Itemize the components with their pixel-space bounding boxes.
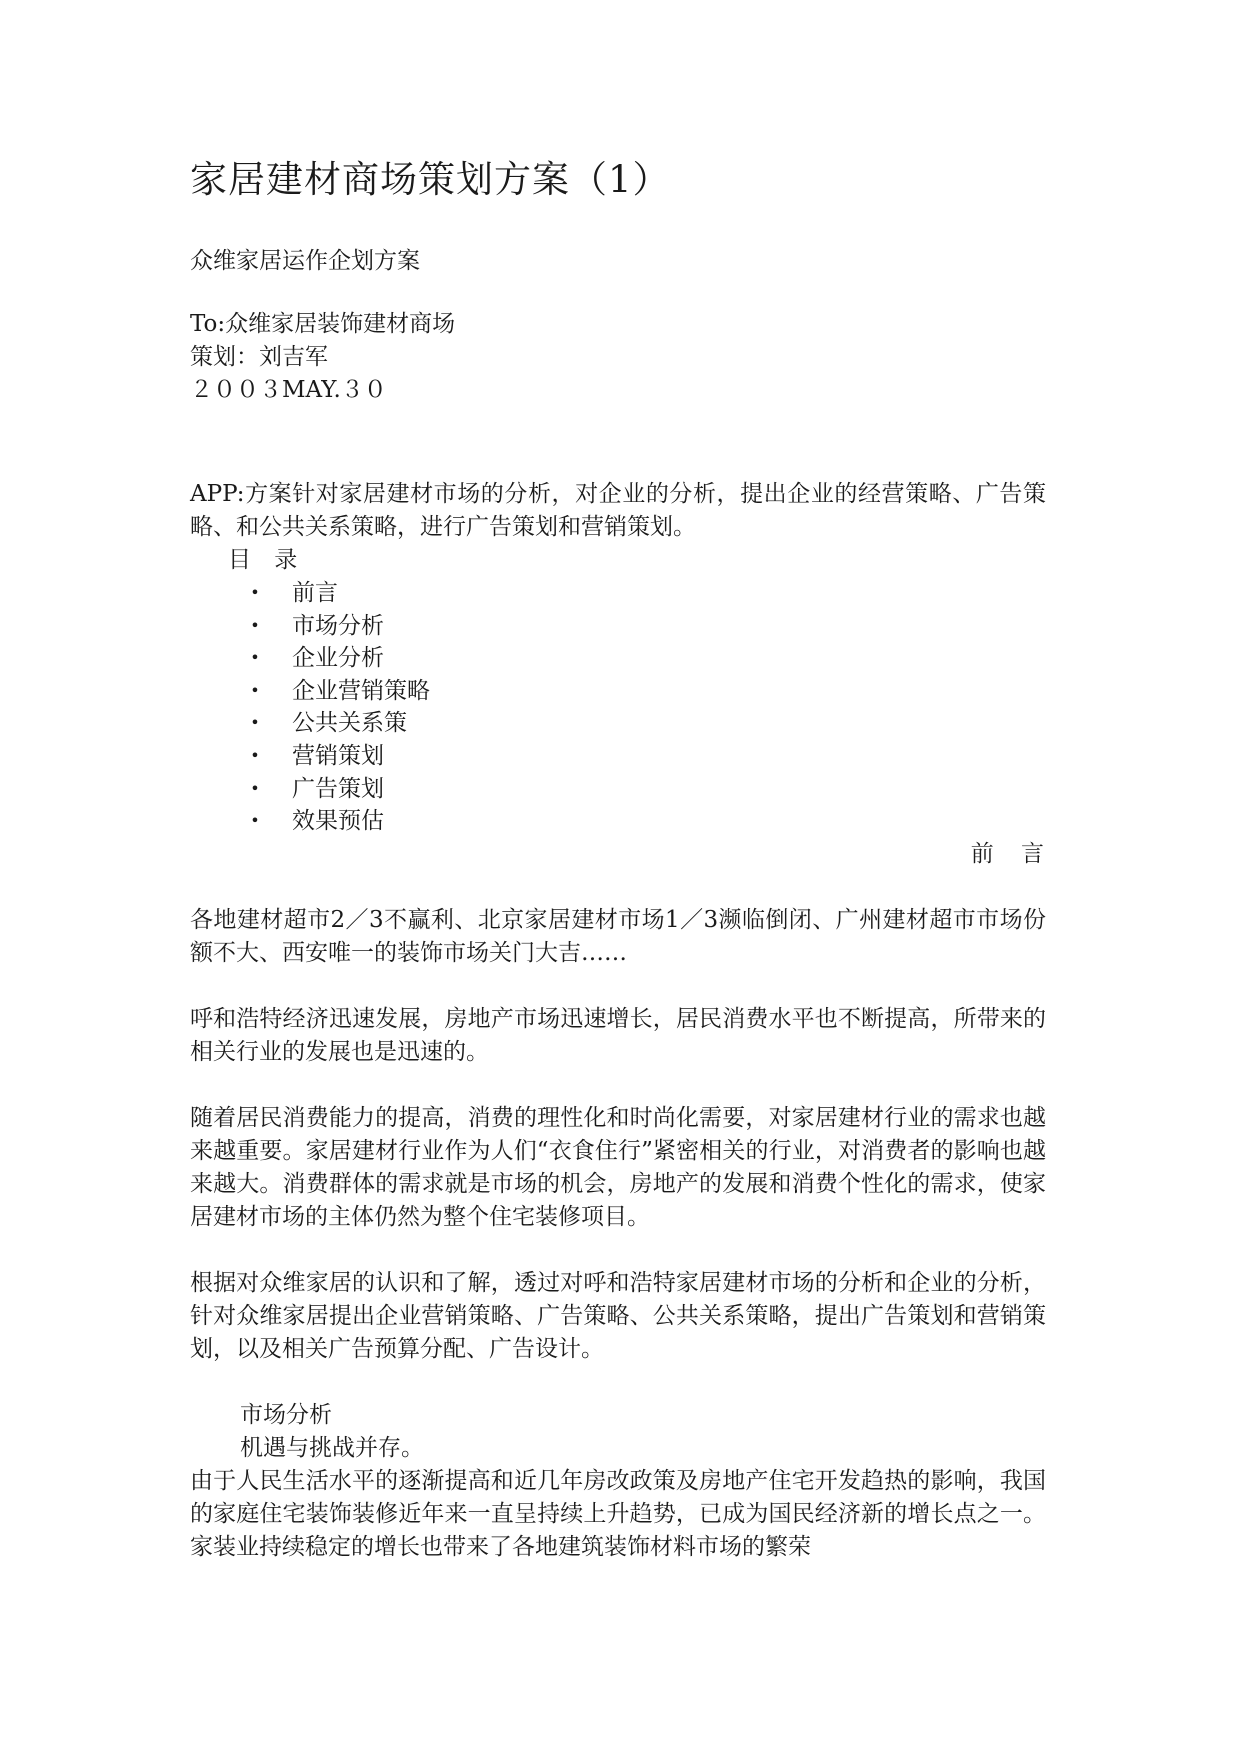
preface-paragraph-2: 呼和浩特经济迅速发展，房地产市场迅速增长，居民消费水平也不断提高，所带来的相关行业的发展也是迅速的。 <box>190 1005 1046 1065</box>
toc-item-label: 广告策划 <box>292 775 384 802</box>
document-page <box>190 155 1054 1564</box>
bullet-icon: • <box>250 648 260 668</box>
toc-item-label: 效果预估 <box>292 808 384 835</box>
toc-item <box>190 805 1046 838</box>
section-subheading: 机遇与挑战并存。 <box>240 1434 424 1461</box>
preface-heading: 前 言 <box>970 840 1054 867</box>
meta-planner: 策划：刘吉军 <box>190 344 328 370</box>
bullet-icon: • <box>250 713 260 733</box>
toc-item-label: 公共关系策 <box>292 710 407 737</box>
toc-item-label: 市场分析 <box>292 612 384 639</box>
toc-item-label: 前言 <box>292 580 338 606</box>
document-title: 家居建材商场策划方案（1） <box>190 158 671 201</box>
toc-item <box>190 577 1046 610</box>
section-heading: 市场分析 <box>240 1401 332 1428</box>
toc-heading: 目 录 <box>228 547 306 573</box>
toc-item <box>190 610 1046 643</box>
bullet-icon: • <box>250 615 260 635</box>
toc-item <box>190 642 1046 675</box>
preface-paragraph-1: 各地建材超市2／3不赢利、北京家居建材市场1／3濒临倒闭、广州建材超市市场份额不大、西安唯一的装饰市场关门大吉…… <box>190 906 1046 966</box>
meta-block <box>190 308 1046 407</box>
toc-item <box>190 707 1046 740</box>
bullet-icon: • <box>250 778 260 798</box>
app-paragraph: APP:方案针对家居建材市场的分析，对企业的分析，提出企业的经营策略、广告策略、和公共关系策略，进行广告策划和营销策划。 <box>190 481 1046 540</box>
toc-item-label: 企业分析 <box>292 645 384 672</box>
bullet-icon: • <box>250 745 260 765</box>
toc-item <box>190 675 1046 708</box>
toc-item-label: 企业营销策略 <box>292 677 430 704</box>
bullet-icon: • <box>250 811 260 831</box>
toc-item-label: 营销策划 <box>292 742 384 769</box>
toc-list <box>190 577 1046 838</box>
toc-item <box>190 773 1046 806</box>
meta-to: To:众维家居装饰建材商场 <box>190 311 456 337</box>
document-subtitle: 众维家居运作企划方案 <box>190 248 420 274</box>
preface-paragraph-4: 根据对众维家居的认识和了解，透过对呼和浩特家居建材市场的分析和企业的分析，针对众维家居提出企业营销策略、广告策略、公共关系策略，提出广告策划和营销策划，以及相关广告预算分配、广告设计。 <box>190 1269 1046 1362</box>
meta-date: ２００３MAY.３０ <box>190 377 387 403</box>
market-paragraph: 由于人民生活水平的逐渐提高和近几年房改政策及房地产住宅开发趋热的影响，我国的家庭住宅装饰装修近年来一直呈持续上升趋势，已成为国民经济新的增长点之一。家装业持续稳定的增长也带来了各地建筑装饰材料市场的繁荣 <box>190 1467 1046 1560</box>
toc-item <box>190 740 1046 773</box>
bullet-icon: • <box>250 680 260 700</box>
bullet-icon: • <box>250 583 260 602</box>
preface-paragraph-3: 随着居民消费能力的提高，消费的理性化和时尚化需要，对家居建材行业的需求也越来越重要。家居建材行业作为人们“衣食住行”紧密相关的行业，对消费者的影响也越来越大。消费群体的需求就是市场的机会，房地产的发展和消费个性化的需求，使家居建材市场的主体仍然为整个住宅装修项目。 <box>190 1104 1046 1230</box>
